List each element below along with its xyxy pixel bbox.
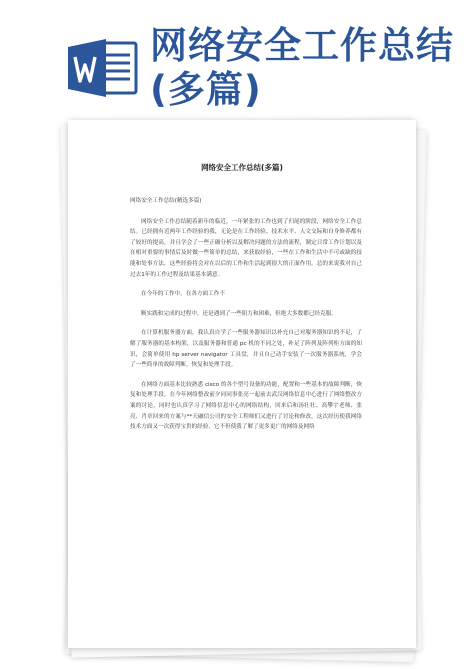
paragraph: 在今年的工作中，在各方面工作不 xyxy=(141,291,225,298)
page-header xyxy=(0,0,474,112)
document-preview xyxy=(56,116,426,656)
document-page xyxy=(68,120,416,648)
paragraph: 断实践和完成的过程中，还是遇到了一些阻力和困难，但绝大多数都已经克服。 xyxy=(141,310,337,317)
document-title: 网络安全工作总结(多篇) xyxy=(201,163,283,172)
document-subtitle: 网络安全工作总结(精选多篇) xyxy=(130,198,202,204)
page-title xyxy=(150,24,470,112)
paragraph: 网络安全工作总结随着新年的临近，一年紧张的工作也到了归尾的阶段，网络安全工作总结。已经拥有近两年工作经验的我，无论是在工作经验、技术水平、人文交际和自身修养都有了较好的提高，并且学会了一些正确分析以及解决问题的方法的流程，制定日常工作计划以及在相对重要的事情后及时做一些简单的总结，来获取经验，一些在工作和生活中不可或缺的技能和处事方法，这些经验将会对在以后的工作和生活起到很大的正面作用。总的来说我对自己过去1年的工作过程及结果基本满意。 xyxy=(130,218,362,278)
paragraph: 在计算机服务器方面，我认真自学了一些服务器知识以补充自己对服务器知识的不足，了解了服务器的基本构架，以及服务器和普通 pc 机的不同之处，补足了阵列及阵列柜方面的知识，会简单使用 hp server navigator 工具盘，并且自己动手安装了一次服务器系统，学会了一些简单的故障判断，恢复和处理手段。 xyxy=(130,330,362,369)
page-title-line2: (多篇) xyxy=(150,68,262,111)
document-body xyxy=(130,196,362,442)
page-title-line1: 网络安全工作总结 xyxy=(150,24,454,67)
paragraph: 在网络方面基本比较熟悉 cisco 的各个型号设备的功能，配置和一些基本的故障判断，恢复和处理手段。在今年网络整改前夕同同事张亮一起前去武汉网络信息中心进行了网络整改方案的讨论，同时也认真学习了网络信息中心的网络结构，回来后和汤壮壮、高攀宇老师、张亮、肖章回来的方案与**天融信公司的安全工程师们又进行了讨论和修改，这次经历使我网络技术方面又一次获得宝贵的经验，它不但使我了解了更多更广的网络及网络 xyxy=(130,381,362,431)
word-document-icon xyxy=(66,39,138,97)
